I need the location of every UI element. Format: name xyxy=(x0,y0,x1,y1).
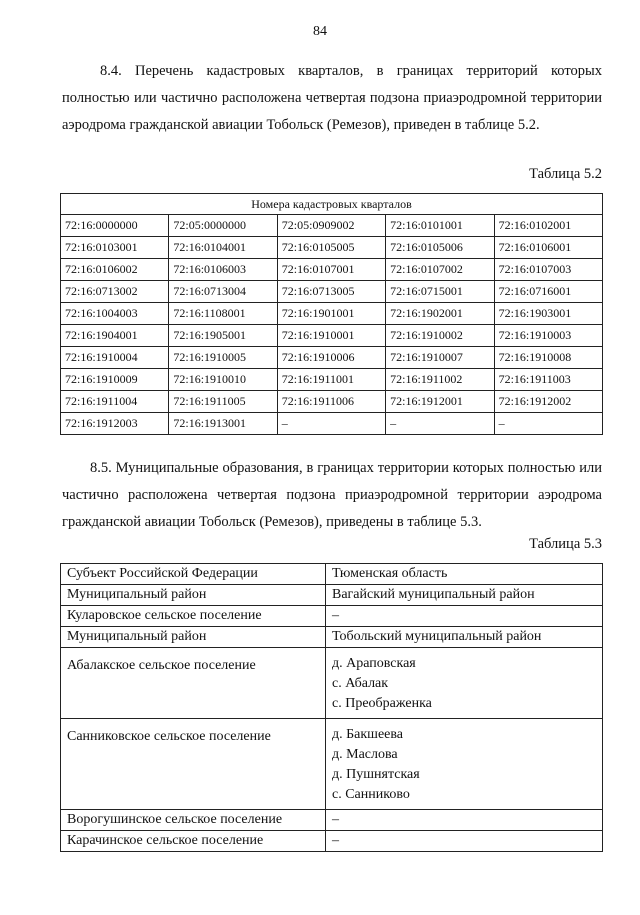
settlement-item: – xyxy=(332,812,339,827)
table-row xyxy=(61,606,603,627)
entity-name-cell: Санниковское сельское поселение xyxy=(61,719,326,810)
settlement-item: Тобольский муниципальный район xyxy=(332,629,542,644)
table-cell: 72:16:1903001 xyxy=(494,303,602,325)
section-8-4-paragraph: 8.4. Перечень кадастровых кварталов, в границах территорий которых полностью или частично расположена четвертая подзона приаэродромной территории аэродрома гражданской авиации Тобольск (Ремезов), приведен в таблице 5.2. xyxy=(62,63,602,133)
settlements-cell xyxy=(326,627,603,648)
entity-name-cell: Карачинское сельское поселение xyxy=(61,831,326,852)
table-row xyxy=(61,719,603,810)
table-cell: 72:16:0105005 xyxy=(277,237,385,259)
table-cell: 72:16:0106003 xyxy=(169,259,277,281)
settlements-cell xyxy=(326,719,603,810)
table-cell: 72:16:1904001 xyxy=(61,325,169,347)
table-cell: 72:16:1911005 xyxy=(169,391,277,413)
table-cell: 72:16:1912003 xyxy=(61,413,169,435)
table-row xyxy=(61,281,603,303)
table-cell: 72:16:1910002 xyxy=(386,325,494,347)
table-cell: 72:16:1910004 xyxy=(61,347,169,369)
settlement-item: с. Преображенка xyxy=(332,696,432,711)
table-cell: 72:16:1901001 xyxy=(277,303,385,325)
table-row xyxy=(61,585,603,606)
settlement-item: с. Санниково xyxy=(332,787,410,802)
section-8-5-paragraph: 8.5. Муниципальные образования, в границах территории которых полностью или частично расположена четвертая подзона приаэродромной территории аэродрома гражданской авиации Тобольск (Ремезов), приведены в таблице 5.3. xyxy=(62,460,602,530)
table-cell: 72:16:1910003 xyxy=(494,325,602,347)
settlement-item: д. Бакшеева xyxy=(332,727,404,742)
table-row xyxy=(61,391,603,413)
table-cell: 72:16:1910006 xyxy=(277,347,385,369)
table-row xyxy=(61,413,603,435)
settlements-cell xyxy=(326,585,603,606)
table-5-3-caption: Таблица 5.3 xyxy=(529,536,602,552)
table-cell: 72:16:1912002 xyxy=(494,391,602,413)
table-cell: 72:16:0106002 xyxy=(61,259,169,281)
entity-name-cell: Абалакское сельское поселение xyxy=(61,648,326,719)
settlement-item: с. Абалак xyxy=(332,676,389,691)
settlement-item: д. Араповская xyxy=(332,656,416,671)
table-row xyxy=(61,831,603,852)
table-cell: 72:16:0101001 xyxy=(386,215,494,237)
table-row xyxy=(61,627,603,648)
table-cell: 72:16:1910001 xyxy=(277,325,385,347)
entity-name-cell: Ворогушинское сельское поселение xyxy=(61,810,326,831)
table-row xyxy=(61,237,603,259)
table-row xyxy=(61,564,603,585)
settlement-item: д. Пушнятская xyxy=(332,767,420,782)
table-cell: 72:16:0107001 xyxy=(277,259,385,281)
table-cell: 72:16:1910009 xyxy=(61,369,169,391)
table-cell: 72:16:1911003 xyxy=(494,369,602,391)
table-cell: 72:16:0713002 xyxy=(61,281,169,303)
table-cell: 72:16:1911006 xyxy=(277,391,385,413)
table-cell: 72:16:1108001 xyxy=(169,303,277,325)
table-row xyxy=(61,648,603,719)
settlements-cell xyxy=(326,810,603,831)
table-cell: 72:16:1905001 xyxy=(169,325,277,347)
settlement-item: Вагайский муниципальный район xyxy=(332,587,535,602)
entity-name-cell: Муниципальный район xyxy=(61,627,326,648)
table-cell: 72:16:1910008 xyxy=(494,347,602,369)
table-cell: 72:16:1911002 xyxy=(386,369,494,391)
table-cell: 72:16:0713005 xyxy=(277,281,385,303)
table-cell: 72:16:0104001 xyxy=(169,237,277,259)
settlements-cell xyxy=(326,564,603,585)
table-cell: 72:16:0107003 xyxy=(494,259,602,281)
cadastral-quarters-table xyxy=(60,193,603,435)
table-row xyxy=(61,347,603,369)
table-cell: 72:16:1910005 xyxy=(169,347,277,369)
table-cell: 72:16:0106001 xyxy=(494,237,602,259)
table-row xyxy=(61,215,603,237)
table-cell: 72:05:0909002 xyxy=(277,215,385,237)
table-cell: 72:16:1912001 xyxy=(386,391,494,413)
table-cell: 72:16:1004003 xyxy=(61,303,169,325)
settlements-cell xyxy=(326,831,603,852)
settlement-item: – xyxy=(332,608,339,623)
table-row xyxy=(61,303,603,325)
table-cell: 72:16:0103001 xyxy=(61,237,169,259)
table-cell: 72:16:1911001 xyxy=(277,369,385,391)
table-cell: 72:16:0713004 xyxy=(169,281,277,303)
table-cell: 72:16:1911004 xyxy=(61,391,169,413)
settlements-cell xyxy=(326,648,603,719)
table-cell: – xyxy=(386,413,494,435)
settlement-item: д. Маслова xyxy=(332,747,398,762)
settlement-item: Тюменская область xyxy=(332,566,448,581)
table-cell: 72:16:1910010 xyxy=(169,369,277,391)
table-5-2-caption: Таблица 5.2 xyxy=(529,166,602,182)
entity-name-cell: Субъект Российской Федерации xyxy=(61,564,326,585)
table-row xyxy=(61,259,603,281)
table-cell: 72:16:0105006 xyxy=(386,237,494,259)
entity-name-cell: Муниципальный район xyxy=(61,585,326,606)
entity-name-cell: Куларовское сельское поселение xyxy=(61,606,326,627)
table-cell: – xyxy=(494,413,602,435)
page-number: 84 xyxy=(313,24,327,39)
table-cell: 72:16:0107002 xyxy=(386,259,494,281)
table-cell: 72:16:0102001 xyxy=(494,215,602,237)
municipalities-table xyxy=(60,563,603,852)
table-cell: 72:16:1910007 xyxy=(386,347,494,369)
table-row xyxy=(61,369,603,391)
table-header-row xyxy=(61,194,603,215)
table-cell: 72:16:1902001 xyxy=(386,303,494,325)
table-row xyxy=(61,810,603,831)
table-cell: 72:05:0000000 xyxy=(169,215,277,237)
settlement-item: – xyxy=(332,833,339,848)
settlements-cell xyxy=(326,606,603,627)
table-cell: 72:16:0716001 xyxy=(494,281,602,303)
table-row xyxy=(61,325,603,347)
table-cell: 72:16:0000000 xyxy=(61,215,169,237)
table-cell: – xyxy=(277,413,385,435)
table-cell: 72:16:0715001 xyxy=(386,281,494,303)
table-cell: 72:16:1913001 xyxy=(169,413,277,435)
table-header-cell: Номера кадастровых кварталов xyxy=(61,194,603,215)
